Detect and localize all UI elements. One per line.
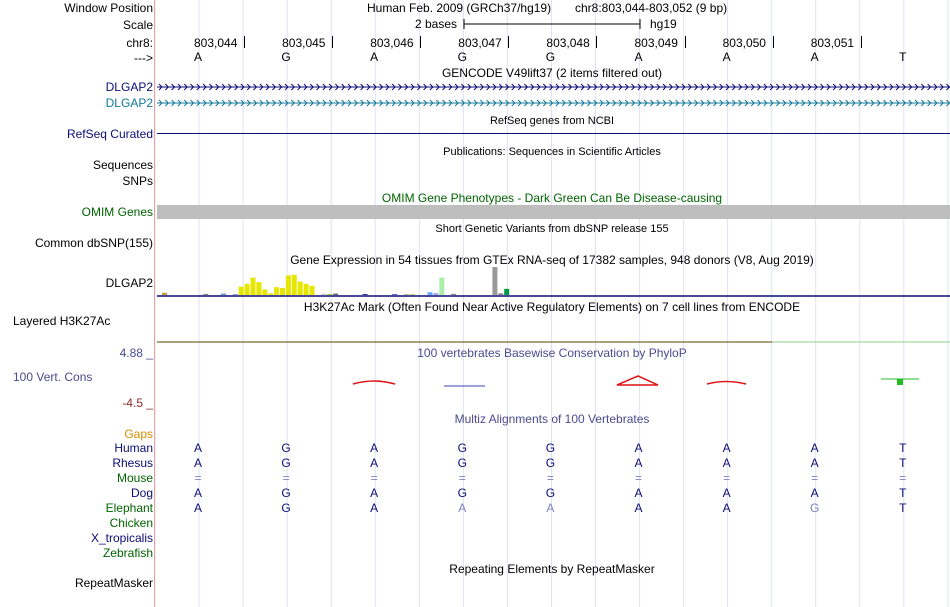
ruler-position-label: 803,049 (634, 36, 678, 50)
alignment-base-rhesus: A (370, 456, 379, 470)
gtex-tissue-bar (233, 294, 238, 295)
refseq-track-label[interactable]: RefSeq Curated (66, 127, 153, 141)
scale-bar-text: 2 bases (415, 17, 458, 31)
phylop-title: 100 vertebrates Basewise Conservation by PhyloP (417, 346, 687, 360)
species-dog-label[interactable]: Dog (130, 486, 153, 500)
scale-genome-text: hg19 (650, 17, 677, 31)
alignment-base-rhesus: T (899, 456, 907, 470)
ruler-position-label: 803,051 (810, 36, 855, 50)
gtex-tissue-bar (239, 287, 244, 295)
gtex-tissue-bar (274, 287, 279, 295)
alignment-base-rhesus: A (193, 456, 203, 470)
alignment-base-dog: G (457, 486, 467, 500)
gtex-tissue-bar (433, 293, 438, 295)
alignment-base-mouse: = (546, 471, 554, 485)
alignment-base-dog: A (193, 486, 203, 500)
gtex-tissue-bar (298, 282, 303, 295)
alignment-base-mouse: = (194, 471, 202, 485)
cons-bottom-value: -4.5 _ (122, 396, 153, 410)
alignment-base-rhesus: G (545, 456, 556, 470)
ruler-base: A (634, 50, 643, 64)
species-xtropicalis-label[interactable]: X_tropicalis (90, 531, 153, 545)
alignment-base-human: A (370, 441, 379, 455)
alignment-base-elephant: G (281, 501, 291, 515)
alignment-base-human: G (545, 441, 556, 455)
alignment-base-human: A (193, 441, 203, 455)
omim-gene-bar[interactable] (157, 205, 950, 219)
snps-track-label[interactable]: SNPs (122, 174, 153, 188)
assembly-text: Human Feb. 2009 (GRCh37/hg19) (367, 1, 552, 15)
gencode-title: GENCODE V49lift37 (2 items filtered out) (441, 66, 663, 80)
ruler-tick (861, 36, 862, 48)
alignment-base-mouse: = (811, 471, 819, 485)
gtex-tissue-bar (256, 282, 261, 295)
species-human-label[interactable]: Human (114, 441, 153, 455)
gtex-tissue-bar (268, 293, 273, 295)
gencode-gene-label-2[interactable]: DLGAP2 (105, 96, 153, 110)
alignment-base-elephant: A (370, 501, 379, 515)
ruler-position-label: 803,044 (194, 36, 238, 50)
alignment-base-mouse: = (899, 471, 907, 485)
alignment-base-elephant: T (899, 501, 907, 515)
ruler-base: G (545, 50, 556, 64)
ruler-tick (508, 36, 509, 48)
gtex-tissue-bar (286, 275, 291, 295)
alignment-base-elephant: A (722, 501, 731, 515)
alignment-base-dog: A (634, 486, 643, 500)
sequences-track-label[interactable]: Sequences (92, 158, 153, 172)
h3k27ac-track-label[interactable]: Layered H3K27Ac (13, 314, 111, 328)
alignment-base-mouse: = (282, 471, 290, 485)
ruler-base: G (281, 50, 291, 64)
chr-label[interactable]: chr8: (126, 36, 153, 50)
ruler-base: T (899, 50, 907, 64)
dbsnp-title: Short Genetic Variants from dbSNP release 155 (435, 223, 669, 235)
ruler-tick (332, 36, 333, 48)
cons-track-label[interactable]: 100 Vert. Cons (13, 370, 93, 384)
alignment-base-elephant: G (810, 501, 820, 515)
gtex-tissue-bar (203, 294, 208, 295)
refseq-title: RefSeq genes from NCBI (489, 115, 615, 127)
omim-track-label[interactable]: OMIM Genes (81, 205, 153, 219)
alignment-base-rhesus: A (634, 456, 643, 470)
gtex-gene-label[interactable]: DLGAP2 (105, 276, 153, 290)
ruler-position-label: 803,050 (722, 36, 766, 50)
gtex-tissue-bar (292, 275, 297, 295)
gtex-tissue-bar (498, 293, 503, 295)
gtex-tissue-bar (410, 294, 415, 295)
window-position-label[interactable]: Window Position (64, 1, 153, 15)
alignment-base-human: G (457, 441, 467, 455)
gtex-tissue-bar (310, 286, 315, 295)
ruler-base: A (193, 50, 203, 64)
ruler-base: A (722, 50, 731, 64)
gtex-title: Gene Expression in 54 tissues from GTEx RNA-seq of 17382 samples, 948 donors (V8, Aug 2019) (290, 253, 814, 267)
ruler-position-label: 803,047 (458, 36, 502, 50)
alignment-base-elephant: A (193, 501, 203, 515)
ruler-base: G (457, 50, 467, 64)
alignment-base-dog: G (545, 486, 556, 500)
gtex-tissue-bar (404, 294, 409, 295)
phylop-signal[interactable] (155, 370, 950, 390)
ruler-base: A (370, 50, 379, 64)
ruler-base: A (810, 50, 819, 64)
alignment-base-elephant: A (458, 501, 467, 515)
gtex-tissue-bar (245, 284, 250, 295)
gtex-tissue-bar (428, 292, 433, 295)
alignment-base-rhesus: G (457, 456, 467, 470)
species-rhesus-label[interactable]: Rhesus (112, 456, 153, 470)
gtex-tissue-bar (327, 294, 332, 295)
gtex-tissue-bar (492, 267, 497, 295)
refseq-gene-line[interactable] (157, 133, 950, 134)
dbsnp-track-label[interactable]: Common dbSNP(155) (34, 236, 153, 250)
gtex-tissue-bar (392, 294, 397, 295)
alignment-base-human: T (899, 441, 907, 455)
alignment-base-dog: A (722, 486, 731, 500)
species-mouse-label[interactable]: Mouse (116, 471, 153, 485)
alignment-base-rhesus: G (281, 456, 291, 470)
gtex-tissue-bar (221, 294, 226, 295)
alignment-base-human: A (810, 441, 819, 455)
alignment-base-mouse: = (634, 471, 643, 485)
gtex-tissue-bar (280, 288, 285, 295)
gtex-tissue-bar (321, 294, 326, 295)
gtex-tissue-bar (304, 284, 309, 295)
alignment-base-dog: G (281, 486, 291, 500)
alignment-base-human: G (281, 441, 291, 455)
repeatmasker-track-label[interactable]: RepeatMasker (74, 576, 153, 590)
gtex-bar-chart[interactable] (157, 265, 950, 297)
gtex-tissue-bar (439, 278, 444, 295)
multiz-title: Multiz Alignments of 100 Vertebrates (454, 412, 650, 426)
species-zebrafish-label[interactable]: Zebrafish (102, 546, 153, 560)
ruler-position-label: 803,048 (546, 36, 590, 50)
omim-title: OMIM Gene Phenotypes - Dark Green Can Be Disease-causing (381, 191, 723, 205)
ruler-position-label: 803,045 (282, 36, 326, 50)
ruler-position-label: 803,046 (370, 36, 414, 50)
ruler-tick (244, 36, 245, 48)
alignment-base-dog: A (370, 486, 379, 500)
h3k27ac-title: H3K27Ac Mark (Often Found Near Active Regulatory Elements) on 7 cell lines from ENCODE (303, 300, 801, 314)
publications-title: Publications: Sequences in Scientific Articles (443, 146, 661, 158)
position-text: chr8:803,044-803,052 (9 bp) (575, 1, 728, 15)
h3k27ac-signal[interactable] (157, 340, 950, 344)
alignment-base-elephant: A (634, 501, 643, 515)
ruler-tick (596, 36, 597, 48)
alignment-base-mouse: = (723, 471, 731, 485)
ruler-tick (773, 36, 774, 48)
gaps-label[interactable]: Gaps (124, 427, 153, 441)
alignment-base-human: A (722, 441, 731, 455)
alignment-base-human: A (634, 441, 643, 455)
gencode-gene-label-1[interactable]: DLGAP2 (105, 80, 153, 94)
gencode-track[interactable] (155, 80, 950, 110)
alignment-base-rhesus: A (810, 456, 819, 470)
alignment-base-mouse: = (458, 471, 466, 485)
gtex-tissue-bar (333, 294, 338, 295)
species-elephant-label[interactable]: Elephant (105, 501, 153, 515)
gencode-gene-dlgap2-2 (157, 100, 950, 106)
scale-label[interactable]: Scale (122, 18, 153, 32)
gencode-gene-dlgap2-1 (157, 84, 950, 90)
alignment-base-elephant: A (546, 501, 555, 515)
alignment-base-dog: T (899, 486, 907, 500)
gtex-tissue-bar (262, 289, 267, 295)
strand-arrow-label[interactable]: ---> (134, 51, 153, 65)
gtex-tissue-bar (251, 278, 256, 295)
ruler-tick (685, 36, 686, 48)
species-chicken-label[interactable]: Chicken (109, 516, 153, 530)
gtex-tissue-bar (504, 289, 509, 295)
ruler-tick (420, 36, 421, 48)
cons-top-value: 4.88 _ (119, 346, 153, 360)
gtex-tissue-bar (363, 294, 368, 295)
alignment-base-mouse: = (370, 471, 378, 485)
gtex-tissue-bar (162, 293, 167, 295)
repeatmasker-title: Repeating Elements by RepeatMasker (449, 562, 655, 576)
gtex-tissue-bar (451, 294, 456, 295)
alignment-base-rhesus: A (722, 456, 731, 470)
scale-bar (463, 16, 643, 32)
alignment-base-dog: A (810, 486, 819, 500)
